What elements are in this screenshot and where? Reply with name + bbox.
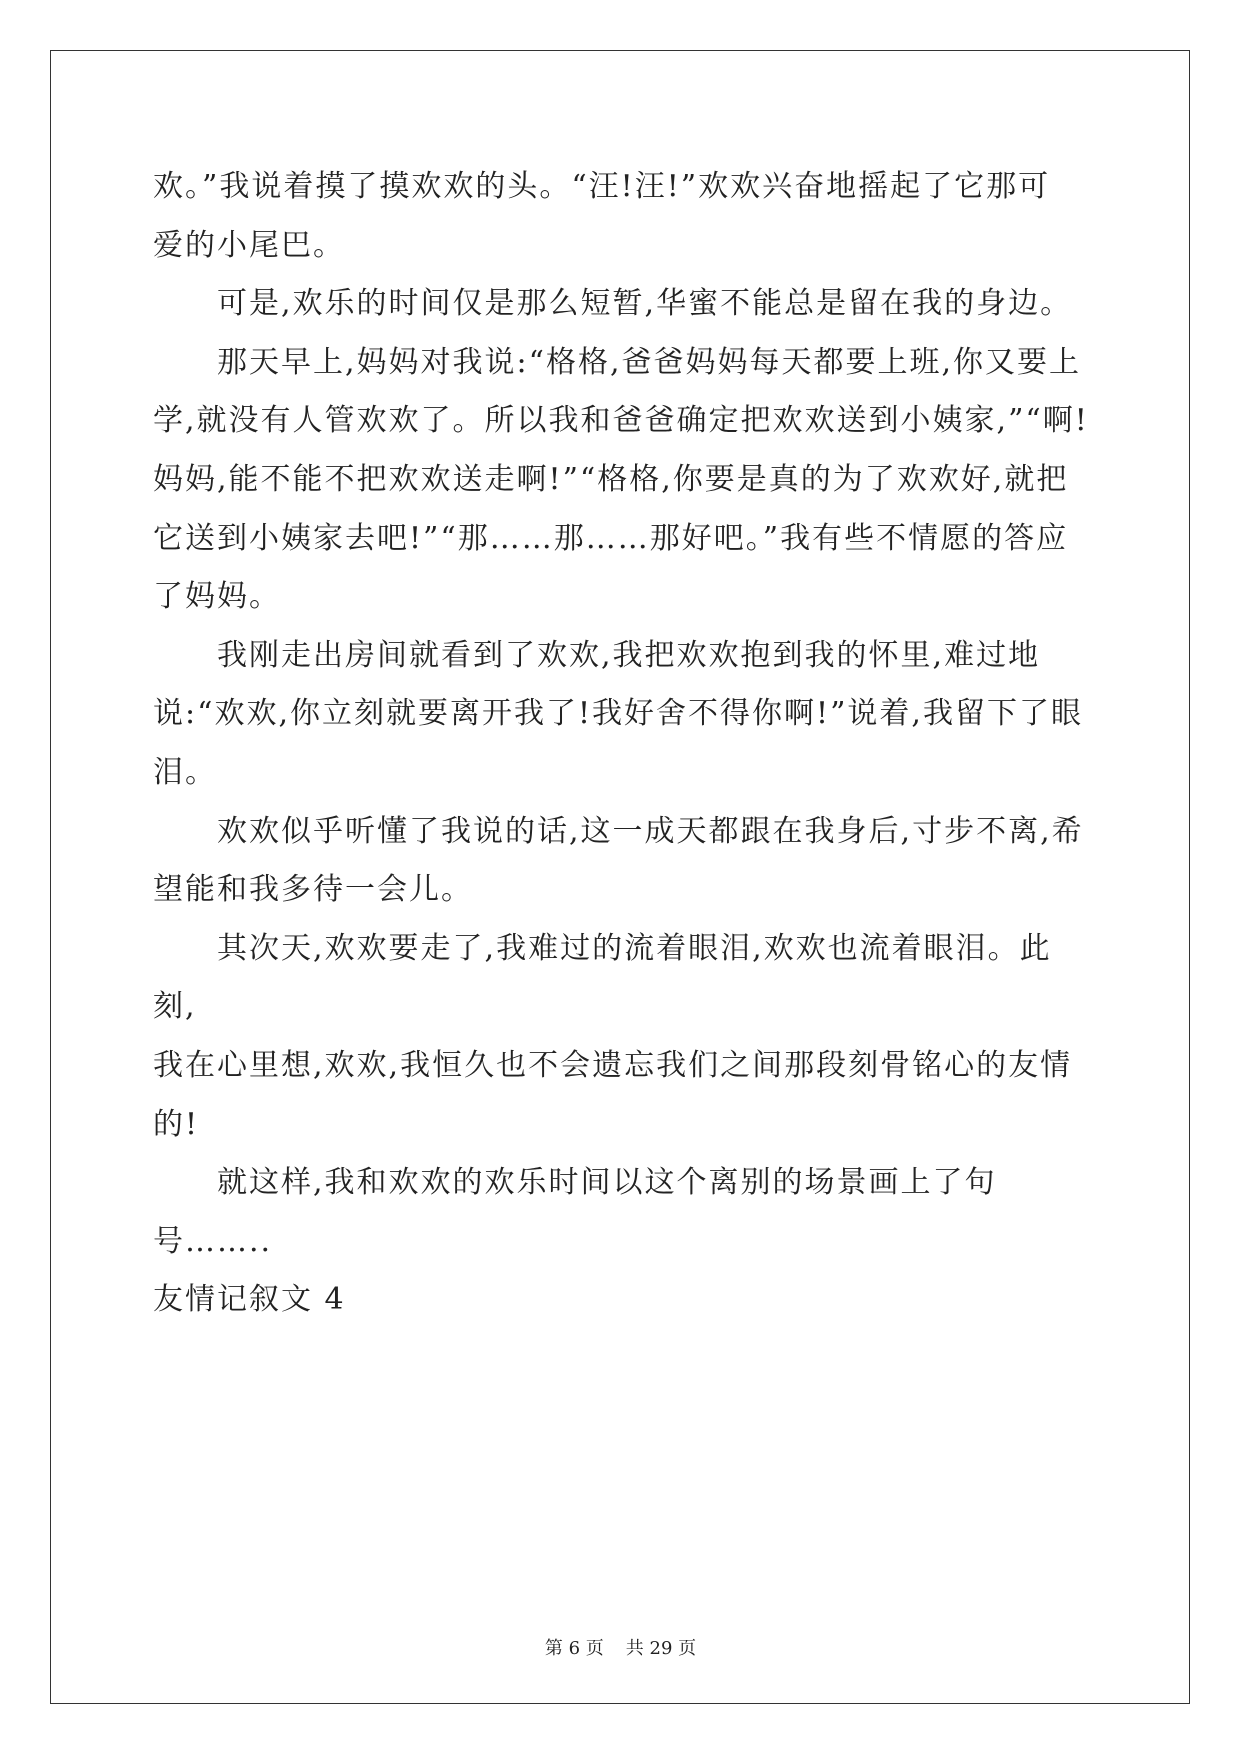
paragraph-4: 我刚走出房间就看到了欢欢,我把欢欢抱到我的怀里,难过地 说:“欢欢,你立刻就要离开我了!我好舍不得你啊!”说着,我留下了眼 泪。 xyxy=(153,637,1083,790)
page-number: 第 6 页 xyxy=(544,1638,604,1659)
paragraph-1: 欢。”我说着摸了摸欢欢的头。“汪!汪!”欢欢兴奋地摇起了它那可 爱的小尾巴。 xyxy=(153,169,1051,263)
paragraph-7: 就这样,我和欢欢的欢乐时间以这个离别的场景画上了句号…….. xyxy=(153,1165,997,1259)
paragraph-3: 那天早上,妈妈对我说:“格格,爸爸妈妈每天都要上班,你又要上 学,就没有人管欢欢了。所以我和爸爸确定把欢欢送到小姨家,”“啊! 妈妈,能不能不把欢欢送走啊!”“格格,你要是真的为了欢欢好,就把 它送到小姨家去吧!”“那……那……那好吧。”我有些不情愿的答应 了妈妈。 xyxy=(153,344,1089,615)
paragraph-6: 其次天,欢欢要走了,我难过的流着眼泪,欢欢也流着眼泪。此刻, 我在心里想,欢欢,我恒久也不会遗忘我们之间那段刻骨铭心的友情的! xyxy=(153,930,1073,1142)
paragraph-5: 欢欢似乎听懂了我说的话,这一成天都跟在我身后,寸步不离,希 望能和我多待一会儿。 xyxy=(153,813,1084,908)
document-body xyxy=(153,158,1093,1330)
page-footer xyxy=(0,1634,1241,1660)
page-total: 共 29 页 xyxy=(625,1638,697,1659)
paragraph-2: 可是,欢乐的时间仅是那么短暂,华蜜不能总是留在我的身边。 xyxy=(217,286,1073,322)
section-heading: 友情记叙文 4 xyxy=(153,1282,346,1318)
